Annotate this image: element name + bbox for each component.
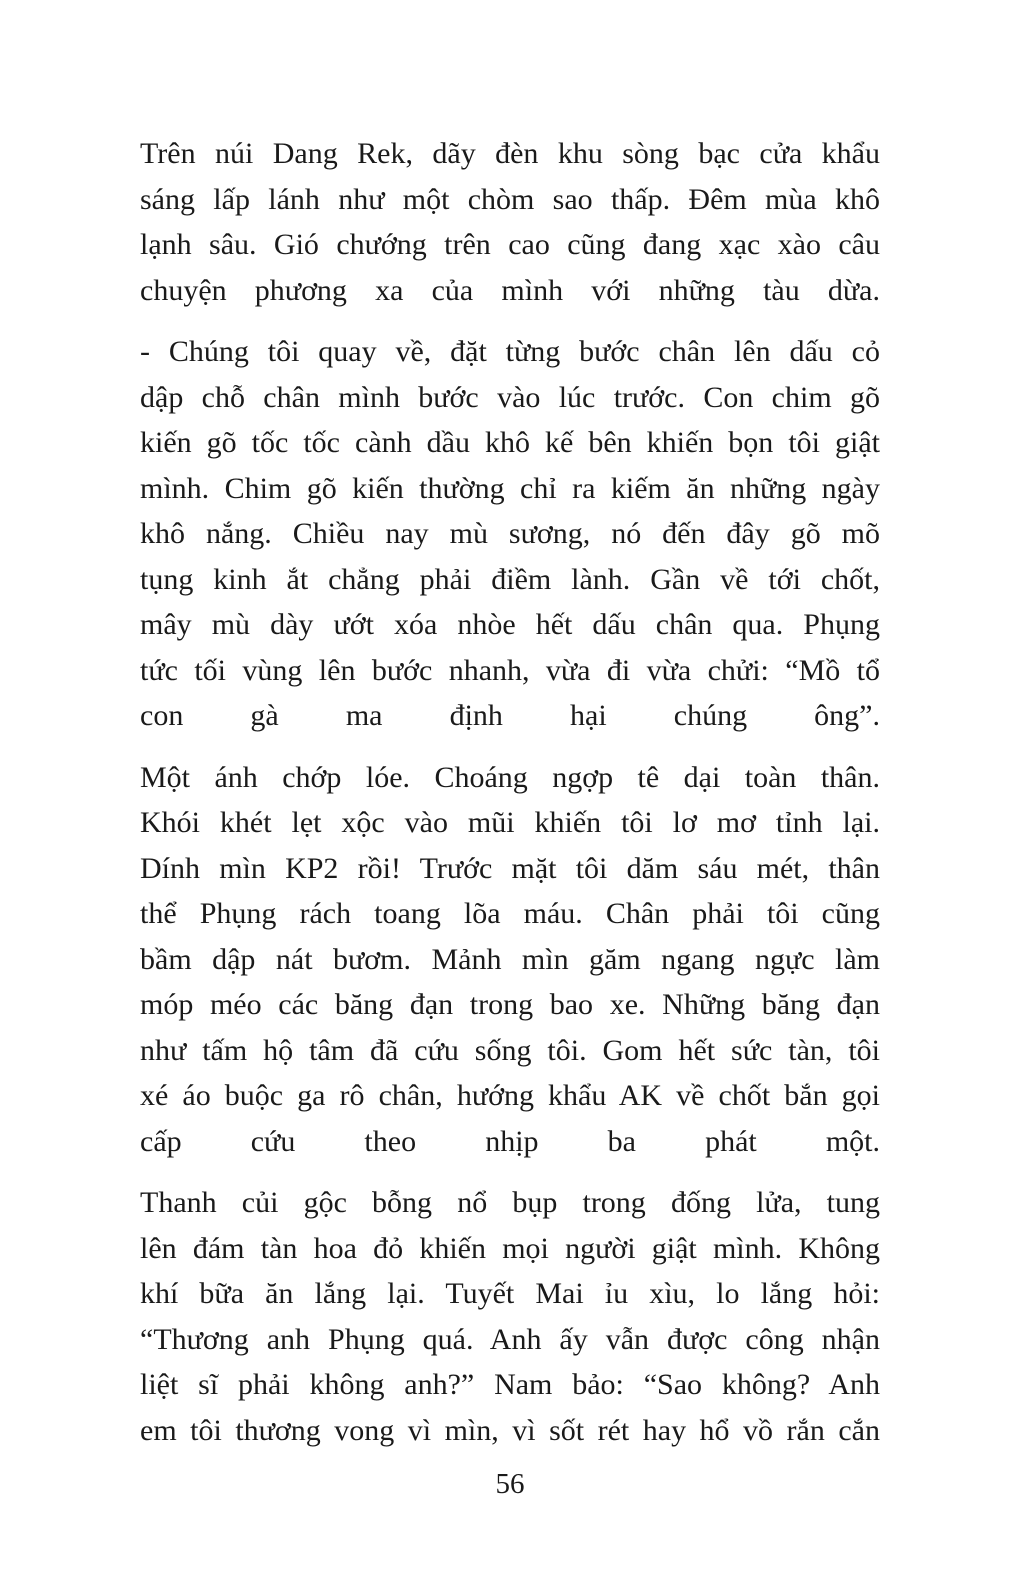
text-line: Khói khét lẹt xộc vào mũi khiến tôi lơ mơ tỉnh lại.: [140, 806, 880, 839]
text-line: dập chỗ chân mình bước vào lúc trước. Con chim gõ: [140, 380, 880, 414]
text-line: khô nắng. Chiều nay mù sương, nó đến đây gõ mõ: [140, 517, 880, 550]
text-line: móp méo các băng đạn trong bao xe. Những băng đạn: [140, 988, 880, 1021]
text-line: xé áo buộc ga rô chân, hướng khẩu AK về chốt bắn gọi: [140, 1079, 880, 1112]
text-line: lạnh sâu. Gió chướng trên cao cũng đang xạc xào câu: [140, 228, 880, 261]
text-line: Thanh củi gộc bỗng nổ bụp trong đống lửa, tung: [140, 1186, 880, 1219]
text-line: con gà ma định hại chúng ông”.: [140, 699, 880, 732]
text-line: khí bữa ăn lắng lại. Tuyết Mai ỉu xìu, lo lắng hỏi:: [140, 1277, 880, 1310]
text-line: bầm dập nát bươm. Mảnh mìn găm ngang ngực làm: [140, 942, 880, 976]
text-line: kiến gõ tốc tốc cành dầu khô kế bên khiến bọn tôi giật: [140, 426, 880, 459]
text-line: chuyện phương xa của mình với những tàu dừa.: [140, 273, 880, 307]
text-line: mình. Chim gõ kiến thường chỉ ra kiếm ăn những ngày: [140, 471, 880, 505]
text-line: mây mù dày ướt xóa nhòe hết dấu chân qua. Phụng: [140, 608, 880, 641]
text-line: lên đám tàn hoa đỏ khiến mọi người giật mình. Không: [140, 1231, 880, 1265]
page-number: 56: [495, 1468, 525, 1500]
text-line: Một ánh chớp lóe. Choáng ngợp tê dại toàn thân.: [140, 760, 880, 794]
text-line: Dính mìn KP2 rồi! Trước mặt tôi dăm sáu mét, thân: [140, 851, 880, 885]
text-line: thể Phụng rách toang lõa máu. Chân phải tôi cũng: [140, 897, 880, 930]
text-line: em tôi thương vong vì mìn, vì sốt rét hay hổ vồ rắn cắn: [140, 1413, 880, 1447]
text-line: như tấm hộ tâm đã cứu sống tôi. Gom hết sức tàn, tôi: [140, 1033, 880, 1067]
text-line: - Chúng tôi quay về, đặt từng bước chân lên dấu cỏ: [140, 335, 880, 368]
text-line: sáng lấp lánh như một chòm sao thấp. Đêm mùa khô: [140, 182, 880, 216]
text-line: tức tối vùng lên bước nhanh, vừa đi vừa chửi: “Mồ tổ: [140, 653, 880, 687]
text-line: tụng kinh ắt chẳng phải điềm lành. Gần về tới chốt,: [140, 562, 880, 596]
body-text: [140, 131, 880, 1469]
text-line: liệt sĩ phải không anh?” Nam bảo: “Sao không? Anh: [140, 1368, 880, 1401]
text-line: cấp cứu theo nhịp ba phát một.: [140, 1124, 880, 1158]
text-line: Trên núi Dang Rek, dãy đèn khu sòng bạc cửa khẩu: [140, 137, 880, 170]
text-line: “Thương anh Phụng quá. Anh ấy vẫn được công nhận: [140, 1322, 880, 1356]
